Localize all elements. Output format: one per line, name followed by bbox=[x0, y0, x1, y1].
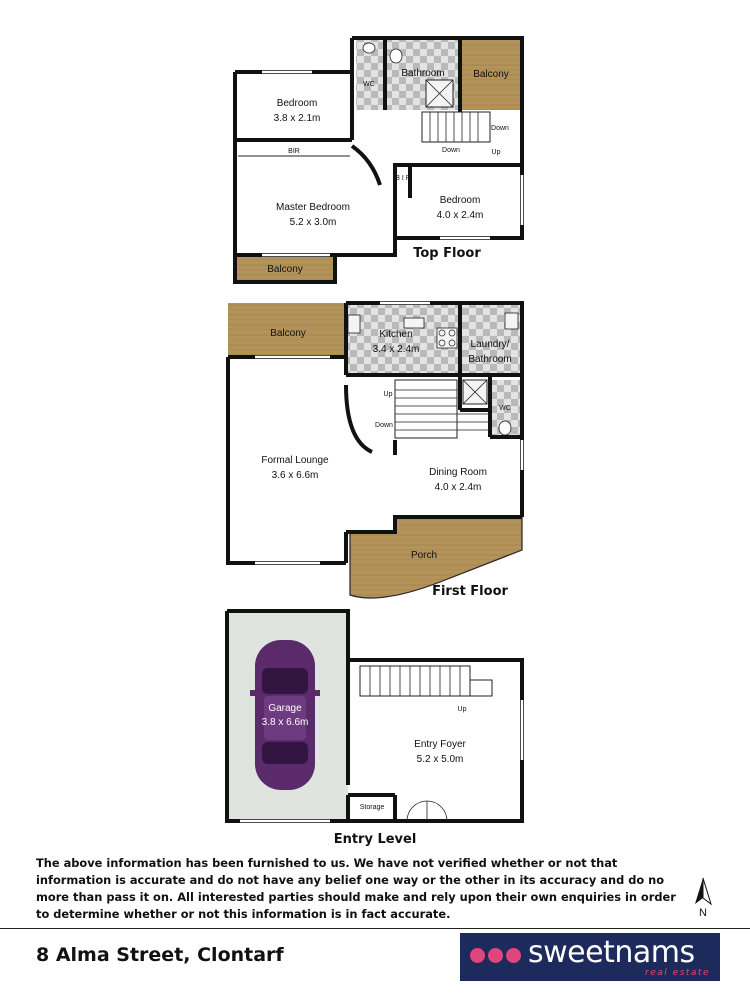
north-label: N bbox=[699, 907, 707, 919]
top-balcony-front-label: Balcony bbox=[267, 264, 303, 275]
entry-level-title: Entry Level bbox=[333, 832, 417, 847]
first-floor bbox=[228, 303, 522, 599]
top-bathroom-label: Bathroom bbox=[401, 68, 445, 79]
top-balcony-rear-label: Balcony bbox=[473, 69, 509, 80]
top-bedroom3-name: Bedroom bbox=[439, 195, 481, 206]
top-master-name: Master Bedroom bbox=[276, 202, 350, 213]
dining-size: 4.0 x 2.4m bbox=[434, 482, 482, 493]
disclaimer-text: The above information has been furnished to us. We have not verified whether or not that information is accurate and do not have any belief one way or the other in its accuracy and do no more than pass it on. All interested parties should make and rely upon their own enquiries in order to determine whether or not this information is in fact accurate. bbox=[36, 856, 676, 921]
car-icon bbox=[250, 640, 320, 790]
footer-divider bbox=[0, 928, 750, 929]
logo-dots bbox=[470, 948, 521, 963]
entry-stairs bbox=[360, 666, 470, 696]
top-stair-down-1: Down bbox=[491, 125, 509, 132]
top-bedroom2-size: 3.8 x 2.1m bbox=[273, 113, 321, 124]
basin-icon bbox=[505, 313, 518, 329]
porch-label: Porch bbox=[410, 550, 438, 561]
top-bir-side-label: B I R bbox=[395, 175, 411, 182]
entry-level bbox=[227, 611, 522, 847]
top-bir-label: BIR bbox=[288, 148, 300, 155]
first-wc-label: WC bbox=[499, 405, 511, 412]
toilet-icon bbox=[499, 421, 511, 435]
toilet-icon bbox=[363, 43, 375, 53]
lounge-size: 3.6 x 6.6m bbox=[271, 470, 319, 481]
toilet-icon bbox=[390, 49, 402, 63]
laundry-line1: Laundry/ bbox=[470, 339, 510, 350]
top-stair-up: Up bbox=[491, 149, 501, 156]
foyer-name: Entry Foyer bbox=[414, 739, 466, 750]
top-stair-down-2: Down bbox=[442, 147, 460, 154]
laundry-line2: Bathroom bbox=[468, 354, 512, 365]
dining-name: Dining Room bbox=[429, 467, 487, 478]
kitchen-name: Kitchen bbox=[379, 329, 413, 340]
first-stair-up: Up bbox=[383, 391, 393, 398]
north-arrow-icon bbox=[688, 876, 718, 908]
logo-brand: sweetnams bbox=[528, 935, 695, 970]
logo-subtitle: real estate bbox=[645, 968, 710, 978]
top-wc-label: WC bbox=[363, 81, 375, 88]
foyer-size: 5.2 x 5.0m bbox=[416, 754, 464, 765]
kitchen-size: 3.4 x 2.4m bbox=[372, 344, 420, 355]
storage-label: Storage bbox=[359, 804, 385, 811]
sink-icon bbox=[404, 318, 424, 328]
top-bedroom2-name: Bedroom bbox=[276, 98, 318, 109]
garage-name: Garage bbox=[268, 703, 302, 714]
fridge-icon bbox=[348, 315, 360, 333]
entry-stair-up: Up bbox=[457, 706, 467, 713]
first-floor-title: First Floor bbox=[432, 584, 508, 599]
property-address: 8 Alma Street, Clontarf bbox=[36, 944, 284, 966]
top-floor bbox=[235, 38, 522, 282]
front-door-icon bbox=[407, 801, 427, 821]
first-stair-down: Down bbox=[375, 422, 393, 429]
garage-size: 3.8 x 6.6m bbox=[261, 717, 309, 728]
lounge-name: Formal Lounge bbox=[261, 455, 329, 466]
north-compass bbox=[688, 876, 718, 922]
top-bedroom3-size: 4.0 x 2.4m bbox=[436, 210, 484, 221]
top-master-size: 5.2 x 3.0m bbox=[289, 217, 337, 228]
top-stairs bbox=[422, 112, 490, 142]
first-balcony-label: Balcony bbox=[270, 328, 306, 339]
first-stairs bbox=[395, 380, 457, 438]
agency-logo bbox=[460, 933, 720, 981]
top-floor-title: Top Floor bbox=[413, 246, 481, 261]
